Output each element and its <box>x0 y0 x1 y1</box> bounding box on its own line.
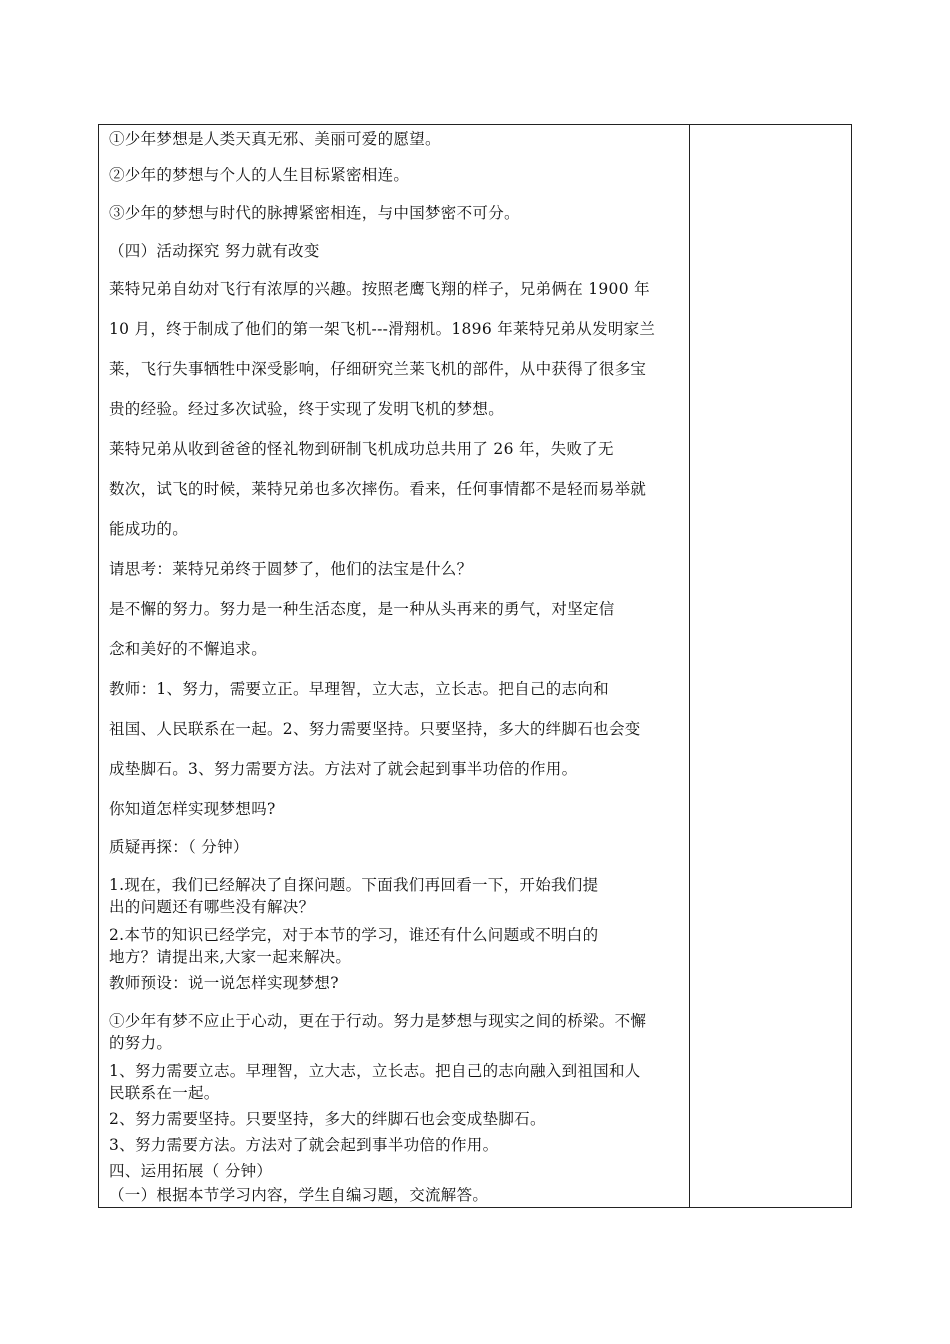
text-line: 1.现在，我们已经解决了自探问题。下面我们再回看一下，开始我们提 <box>109 876 599 894</box>
text-line: 念和美好的不懈追求。 <box>109 640 268 658</box>
text-line: ③少年的梦想与时代的脉搏紧密相连，与中国梦密不可分。 <box>109 204 520 222</box>
text-line: 出的问题还有哪些没有解决？ <box>109 898 315 916</box>
text-line: 2、努力需要坚持。只要坚持，多大的绊脚石也会变成垫脚石。 <box>109 1110 546 1128</box>
text-line: 你知道怎样实现梦想吗? <box>109 800 276 818</box>
column-divider <box>689 125 690 1207</box>
text-line: 莱，飞行失事牺牲中深受影响，仔细研究兰莱飞机的部件，从中获得了很多宝 <box>109 360 647 378</box>
text-line: 是不懈的努力。努力是一种生活态度，是一种从头再来的勇气，对坚定信 <box>109 600 615 618</box>
text-line: 的努力。 <box>109 1034 173 1052</box>
text-line: 能成功的。 <box>109 520 189 538</box>
text-line: 成垫脚石。3、努力需要方法。方法对了就会起到事半功倍的作用。 <box>109 760 578 778</box>
text-line: 数次，试飞的时候，莱特兄弟也多次摔伤。看来，任何事情都不是轻而易举就 <box>109 480 647 498</box>
text-line: 教师：1、努力，需要立正。早理智，立大志，立长志。把自己的志向和 <box>109 680 609 698</box>
text-line: 莱特兄弟从收到爸爸的怪礼物到研制飞机成功总共用了 26 年，失败了无 <box>109 440 614 458</box>
text-line: 请思考：莱特兄弟终于圆梦了，他们的法宝是什么？ <box>109 560 473 578</box>
text-line: （一）根据本节学习内容，学生自编习题，交流解答。 <box>109 1186 489 1204</box>
text-line: ①少年有梦不应止于心动，更在于行动。努力是梦想与现实之间的桥梁。不懈 <box>109 1012 647 1030</box>
section-heading: 四、运用拓展（ 分钟） <box>109 1162 273 1180</box>
text-line: 2.本节的知识已经学完，对于本节的学习，谁还有什么问题或不明白的 <box>109 926 599 944</box>
text-line: ②少年的梦想与个人的人生目标紧密相连。 <box>109 166 410 184</box>
section-heading: （四）活动探究 努力就有改变 <box>109 242 320 260</box>
lesson-plan-table <box>98 124 852 1208</box>
text-line: 3、努力需要方法。方法对了就会起到事半功倍的作用。 <box>109 1136 499 1154</box>
text-line: 贵的经验。经过多次试验，终于实现了发明飞机的梦想。 <box>109 400 505 418</box>
text-line: 民联系在一起。 <box>109 1084 220 1102</box>
text-line: 莱特兄弟自幼对飞行有浓厚的兴趣。按照老鹰飞翔的样子，兄弟俩在 1900 年 <box>109 280 650 298</box>
text-line: ①少年梦想是人类天真无邪、美丽可爱的愿望。 <box>109 130 441 148</box>
text-line: 1、努力需要立志。早理智，立大志，立长志。把自己的志向融入到祖国和人 <box>109 1062 641 1080</box>
text-line: 地方？请提出来,大家一起来解决。 <box>109 948 352 966</box>
text-line: 祖国、人民联系在一起。2、努力需要坚持。只要坚持，多大的绊脚石也会变 <box>109 720 641 738</box>
text-line: 教师预设：说一说怎样实现梦想? <box>109 974 339 992</box>
text-line: 10 月，终于制成了他们的第一架飞机---滑翔机。1896 年莱特兄弟从发明家兰 <box>109 320 656 338</box>
section-heading: 质疑再探：（ 分钟） <box>109 838 249 856</box>
